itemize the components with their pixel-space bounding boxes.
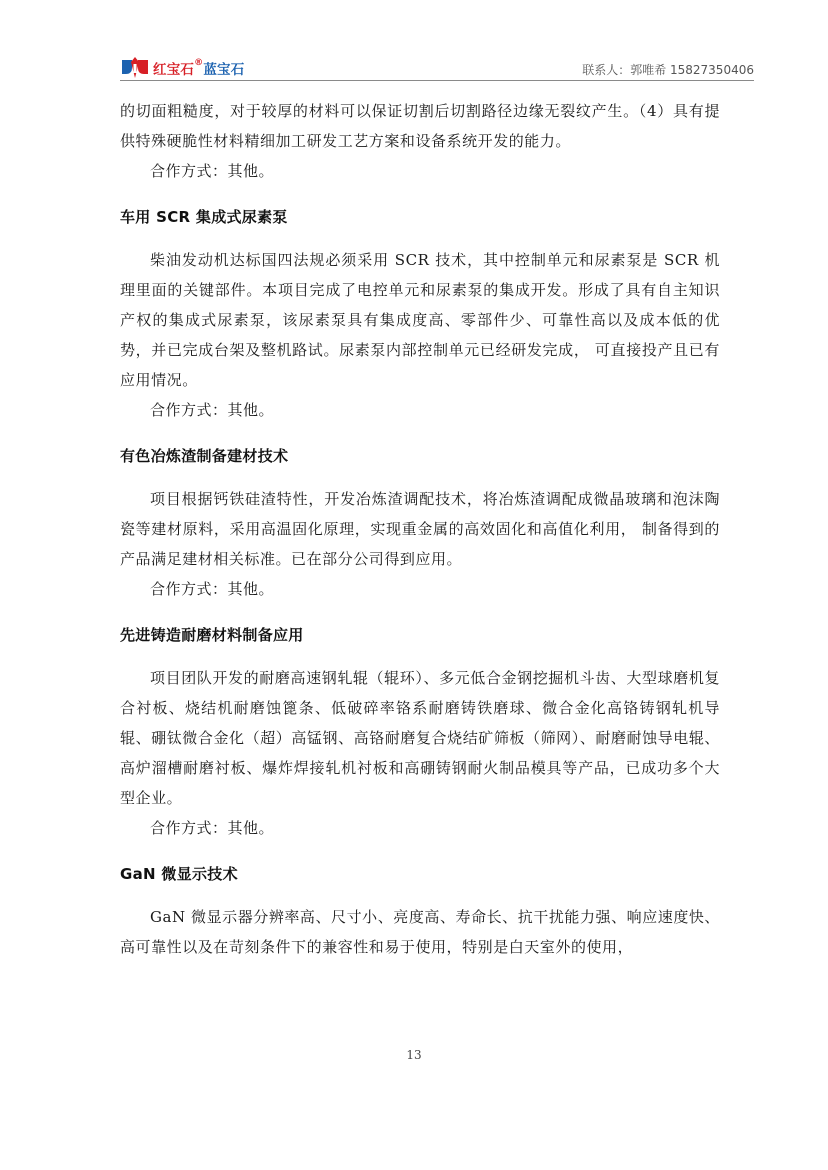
logo-wordmark	[153, 58, 244, 78]
page-number: 13	[406, 1048, 422, 1062]
section-title-wear-resistant-casting: 先进铸造耐磨材料制备应用	[120, 626, 304, 644]
ruby-sapphire-logo-icon	[120, 56, 150, 80]
section-title-smelting-slag: 有色冶炼渣制备建材技术	[120, 447, 289, 465]
logo-name-sapphire: 蓝宝石	[203, 62, 245, 78]
page-header	[120, 52, 754, 82]
section-cooperation-smelting-slag: 合作方式：其他。	[150, 580, 275, 598]
contact-info: 联系人：郭唯希 15827350406	[582, 63, 754, 77]
logo-name-ruby: 红宝石	[153, 62, 195, 78]
intro-cooperation: 合作方式：其他。	[150, 162, 275, 180]
section-cooperation-scr-urea-pump: 合作方式：其他。	[150, 401, 275, 419]
section-title-scr-urea-pump: 车用 SCR 集成式尿素泵	[120, 208, 288, 226]
section-body-gan-microdisplay: GaN 微显示器分辨率高、尺寸小、亮度高、寿命长、抗干扰能力强、响应速度快、高可靠性以及在苛刻条件下的兼容性和易于使用，特别是白天室外的使用，	[120, 908, 720, 956]
section-title-gan-microdisplay: GaN 微显示技术	[120, 865, 238, 883]
section-body-smelting-slag: 项目根据钙铁硅渣特性，开发冶炼渣调配技术，将冶炼渣调配成微晶玻璃和泡沫陶瓷等建材原料，采用高温固化原理，实现重金属的高效固化和高值化利用， 制备得到的产品满足建材相关标准。已在部分公司得到应用。	[120, 490, 720, 568]
section-body-scr-urea-pump: 柴油发动机达标国四法规必须采用 SCR 技术，其中控制单元和尿素泵是 SCR 机理里面的关键部件。本项目完成了电控单元和尿素泵的集成开发。形成了具有自主知识产权的集成式尿素泵，该尿素泵具有集成度高、零部件少、可靠性高以及成本低的优势，并已完成台架及整机路试。尿素泵内部控制单元已经研发完成， 可直接投产且已有应用情况。	[120, 251, 720, 389]
page-content	[120, 96, 720, 962]
header-divider	[120, 80, 754, 81]
company-logo	[120, 56, 244, 80]
section-body-wear-resistant-casting: 项目团队开发的耐磨高速钢轧辊（辊环）、多元低合金钢挖掘机斗齿、大型球磨机复合衬板、烧结机耐磨蚀篦条、低破碎率铬系耐磨铸铁磨球、微合金化高铬铸钢轧机导辊、硼钛微合金化（超）高锰钢、高铬耐磨复合烧结矿筛板（筛网）、耐磨耐蚀导电辊、高炉溜槽耐磨衬板、爆炸焊接轧机衬板和高硼铸钢耐火制品模具等产品，已成功多个大型企业。	[120, 669, 720, 807]
logo-registered-mark: ®	[194, 58, 204, 68]
intro-paragraph: 的切面粗糙度，对于较厚的材料可以保证切割后切割路径边缘无裂纹产生。（4）具有提供特殊硬脆性材料精细加工研发工艺方案和设备系统开发的能力。	[120, 102, 720, 150]
section-cooperation-wear-resistant-casting: 合作方式：其他。	[150, 819, 275, 837]
